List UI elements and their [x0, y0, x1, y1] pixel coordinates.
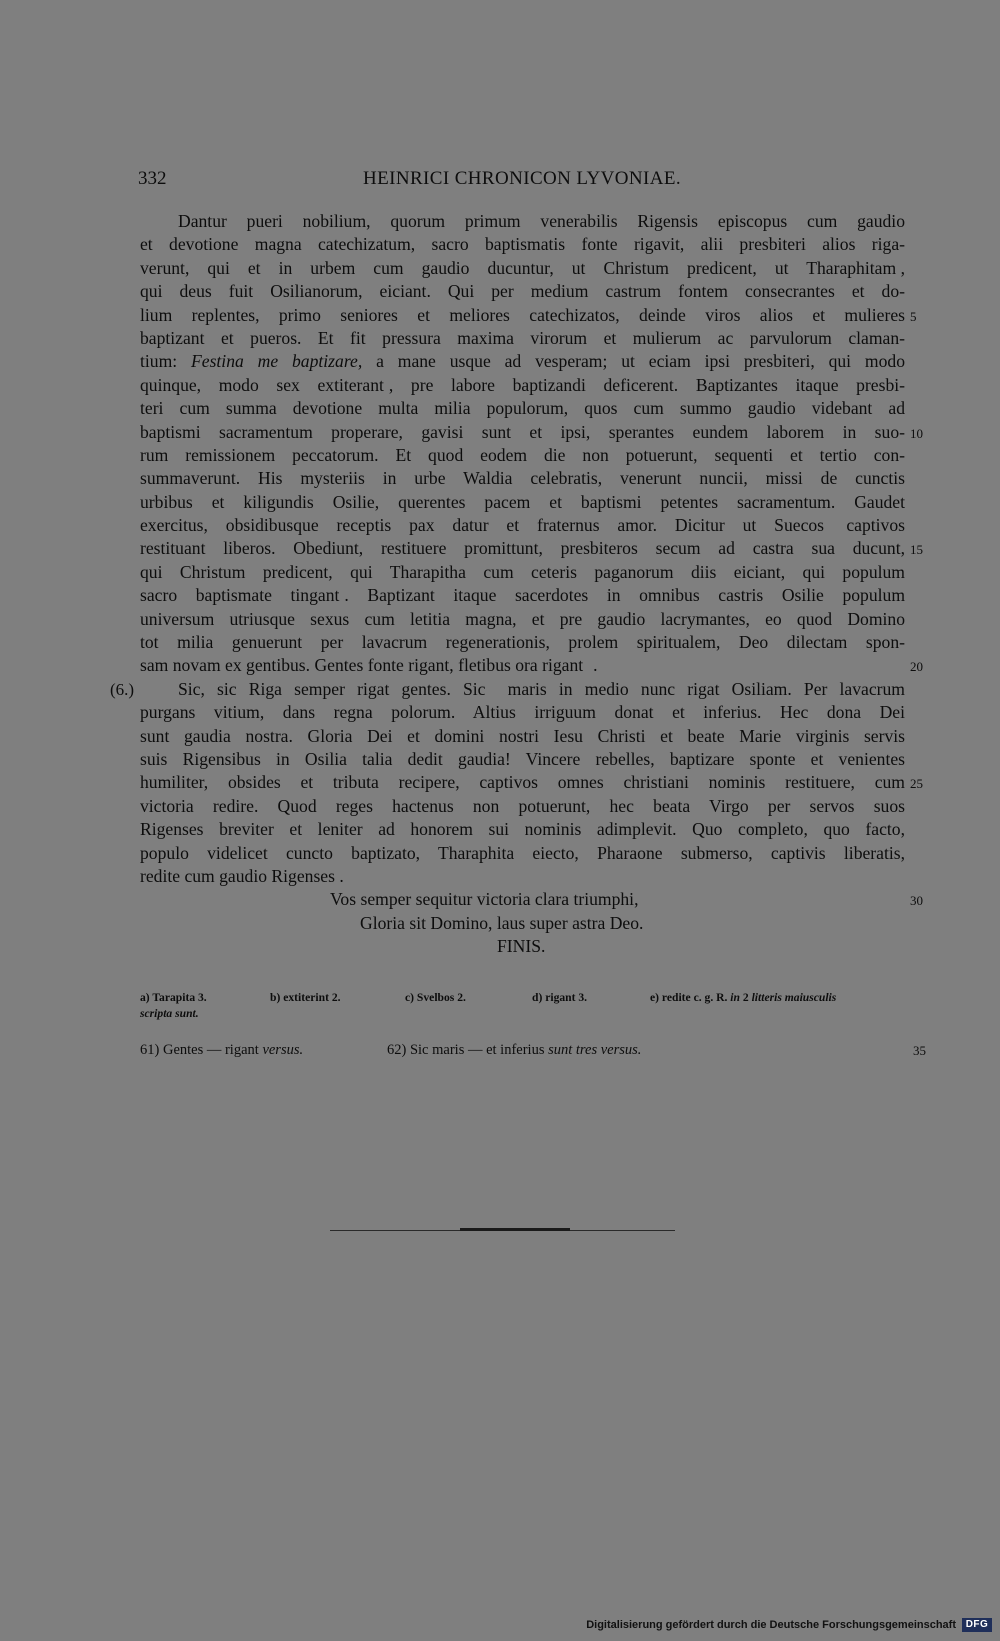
footnote-e-continuation: scripta sunt. — [140, 1007, 199, 1020]
footnote-ref — [384, 374, 389, 375]
text-line: verunt, qui et in urbem cum gaudio ducuntur, ut Christum predicent, ut Tharaphitam , — [140, 257, 905, 280]
text-line: summaverunt. His mysteriis in urbe Waldia celebratis, venerunt nuncii, missi de cunctis — [140, 468, 905, 489]
text-line: et devotione magna catechizatum, sacro baptismatis fonte rigavit, alii presbiteri alios riga- — [140, 234, 905, 255]
section-mark: (6.) — [110, 679, 135, 699]
text-line: redite cum gaudio Rigenses . — [140, 865, 905, 888]
line-number: 30 — [910, 893, 923, 909]
footnote-c: c) Svelbos 2. — [405, 991, 466, 1004]
footnotes — [140, 990, 905, 1022]
text-line: rum remissionem peccatorum. Et quod eodem die non potuerunt, sequenti et tertio con- — [140, 444, 905, 465]
text-line: (6.) Sic, sic Riga semper rigat gentes. Sic maris in medio nunc rigat Osiliam. Per lavacrum — [140, 678, 905, 701]
text-line: quinque, modo sex extiterant , pre labore baptizandi deficerent. Baptizantes itaque presbi- — [140, 374, 905, 397]
text-line: tium: Festina me baptizare, a mane usque ad vesperam; ut eciam ipsi presbiteri, qui modo — [140, 351, 905, 372]
commentary-61: 61) Gentes — rigant versus. — [140, 1042, 304, 1058]
text-line: humiliter, obsides et tributa recipere, captivos omnes christiani nominis restituere, cum 25 — [140, 771, 905, 794]
digitization-credit: Digitalisierung gefördert durch die Deutsche Forschungsgemeinschaft — [586, 1619, 956, 1631]
text-line: universum utriusque sexus cum letitia magna, et pre gaudio lacrymantes, eo quod Domino — [140, 608, 905, 629]
text-line: suis Rigensibus in Osilia talia dedit gaudia! Vincere rebelles, baptizare sponte et venientes — [140, 748, 905, 769]
finis-line: FINIS. — [497, 936, 546, 957]
footnote-d: d) rigant 3. — [532, 991, 588, 1004]
text-line: populo videlicet cuncto baptizato, Tharaphita eiecto, Pharaone submerso, captivis liberatis, — [140, 842, 905, 863]
text-line: purgans vitium, dans regna polorum. Altius irriguum donat et inferius. Hec dona Dei — [140, 702, 905, 723]
commentary-ref — [583, 654, 593, 655]
footnote-ref — [335, 865, 339, 866]
running-title: HEINRICI CHRONICON LYVONIAE. — [362, 168, 682, 189]
line-number: 20 — [910, 659, 923, 675]
commentary-ref — [486, 678, 496, 679]
text-line: sam novam ex gentibus. Gentes fonte rigant, fletibus ora rigant . 20 — [140, 654, 905, 677]
footnote-b: b) extiterint 2. — [270, 991, 341, 1004]
footnote-ref — [896, 257, 900, 258]
footnote-e: e) redite c. g. R. in 2 litteris maiusculis — [650, 991, 837, 1004]
text-line: qui Christum predicent, qui Tharapitha cum ceteris paganorum diis eiciant, qui populum — [140, 561, 905, 582]
line-number: 5 — [910, 308, 917, 324]
text-line: baptismi sacramentum properare, gavisi sunt et ipsi, sperantes eundem laborem in suo- 10 — [140, 421, 905, 444]
dfg-logo: DFG — [962, 1618, 992, 1632]
text-line: exercitus, obsidibusque receptis pax datur et fraternus amor. Dicitur ut Suecos captivos — [140, 514, 905, 537]
main-text — [110, 210, 923, 959]
line-number: 25 — [910, 776, 923, 792]
italic-phrase: Festina me baptizare, — [191, 351, 363, 372]
text-line: baptizant et pueros. Et fit pressura maxima virorum et mulierum ac parvulorum claman- — [140, 327, 905, 348]
text-line: Rigenses breviter et leniter ad honorem sui nominis adimplevit. Quo completo, quo facto, — [140, 819, 905, 840]
text-line: sacro baptismate tingant . Baptizant itaque sacerdotes in omnibus castris Osilie populum — [140, 584, 905, 607]
page-header — [138, 168, 906, 194]
footnote-ref — [824, 514, 828, 515]
text-line: urbibus et kiligundis Osilie, querentes pacem et baptismi petentes sacramentum. Gaudet — [140, 491, 905, 512]
text-line: teri cum summa devotione multa milia populorum, quos cum summo gaudio videbant ad — [140, 398, 905, 419]
text-line: sunt gaudia nostra. Gloria Dei et domini nostri Iesu Christi et beate Marie virginis servis — [140, 725, 905, 746]
commentary-62: 62) Sic maris — et inferius sunt tres versus. — [387, 1042, 642, 1058]
line-number: 15 — [910, 542, 923, 558]
page-number: 332 — [138, 168, 167, 189]
footnote-row — [140, 990, 905, 1006]
text-line: tot milia genuerunt per lavacrum regenerationis, prolem spiritualem, Deo dilectam spon- — [140, 632, 905, 653]
text-line: qui deus fuit Osilianorum, eiciant. Qui per medium castrum fontem consecrantes et do- — [140, 281, 905, 302]
footnote-a: a) Tarapita 3. — [140, 991, 207, 1004]
end-rule-accent — [460, 1228, 570, 1231]
verse-line: Gloria sit Domino, laus super astra Deo. — [360, 912, 644, 933]
text-line: lium replentes, primo seniores et meliores catechizatos, deinde viros alios et mulieres 5 — [140, 304, 905, 327]
line-number: 10 — [910, 425, 923, 441]
verse-line: Vos semper sequitur victoria clara triumphi, 30 — [140, 888, 905, 911]
text-line: victoria redire. Quod reges hactenus non potuerunt, hec beata Virgo per servos suos — [140, 795, 905, 816]
line-number: 35 — [913, 1043, 926, 1058]
footnote-row — [140, 1006, 905, 1022]
text-line: restituant liberos. Obediunt, restituere promittunt, presbiteros secum ad castra sua ducunt, 15 — [140, 537, 905, 560]
text-line: Dantur pueri nobilium, quorum primum venerabilis Rigensis episcopus cum gaudio — [178, 211, 905, 231]
